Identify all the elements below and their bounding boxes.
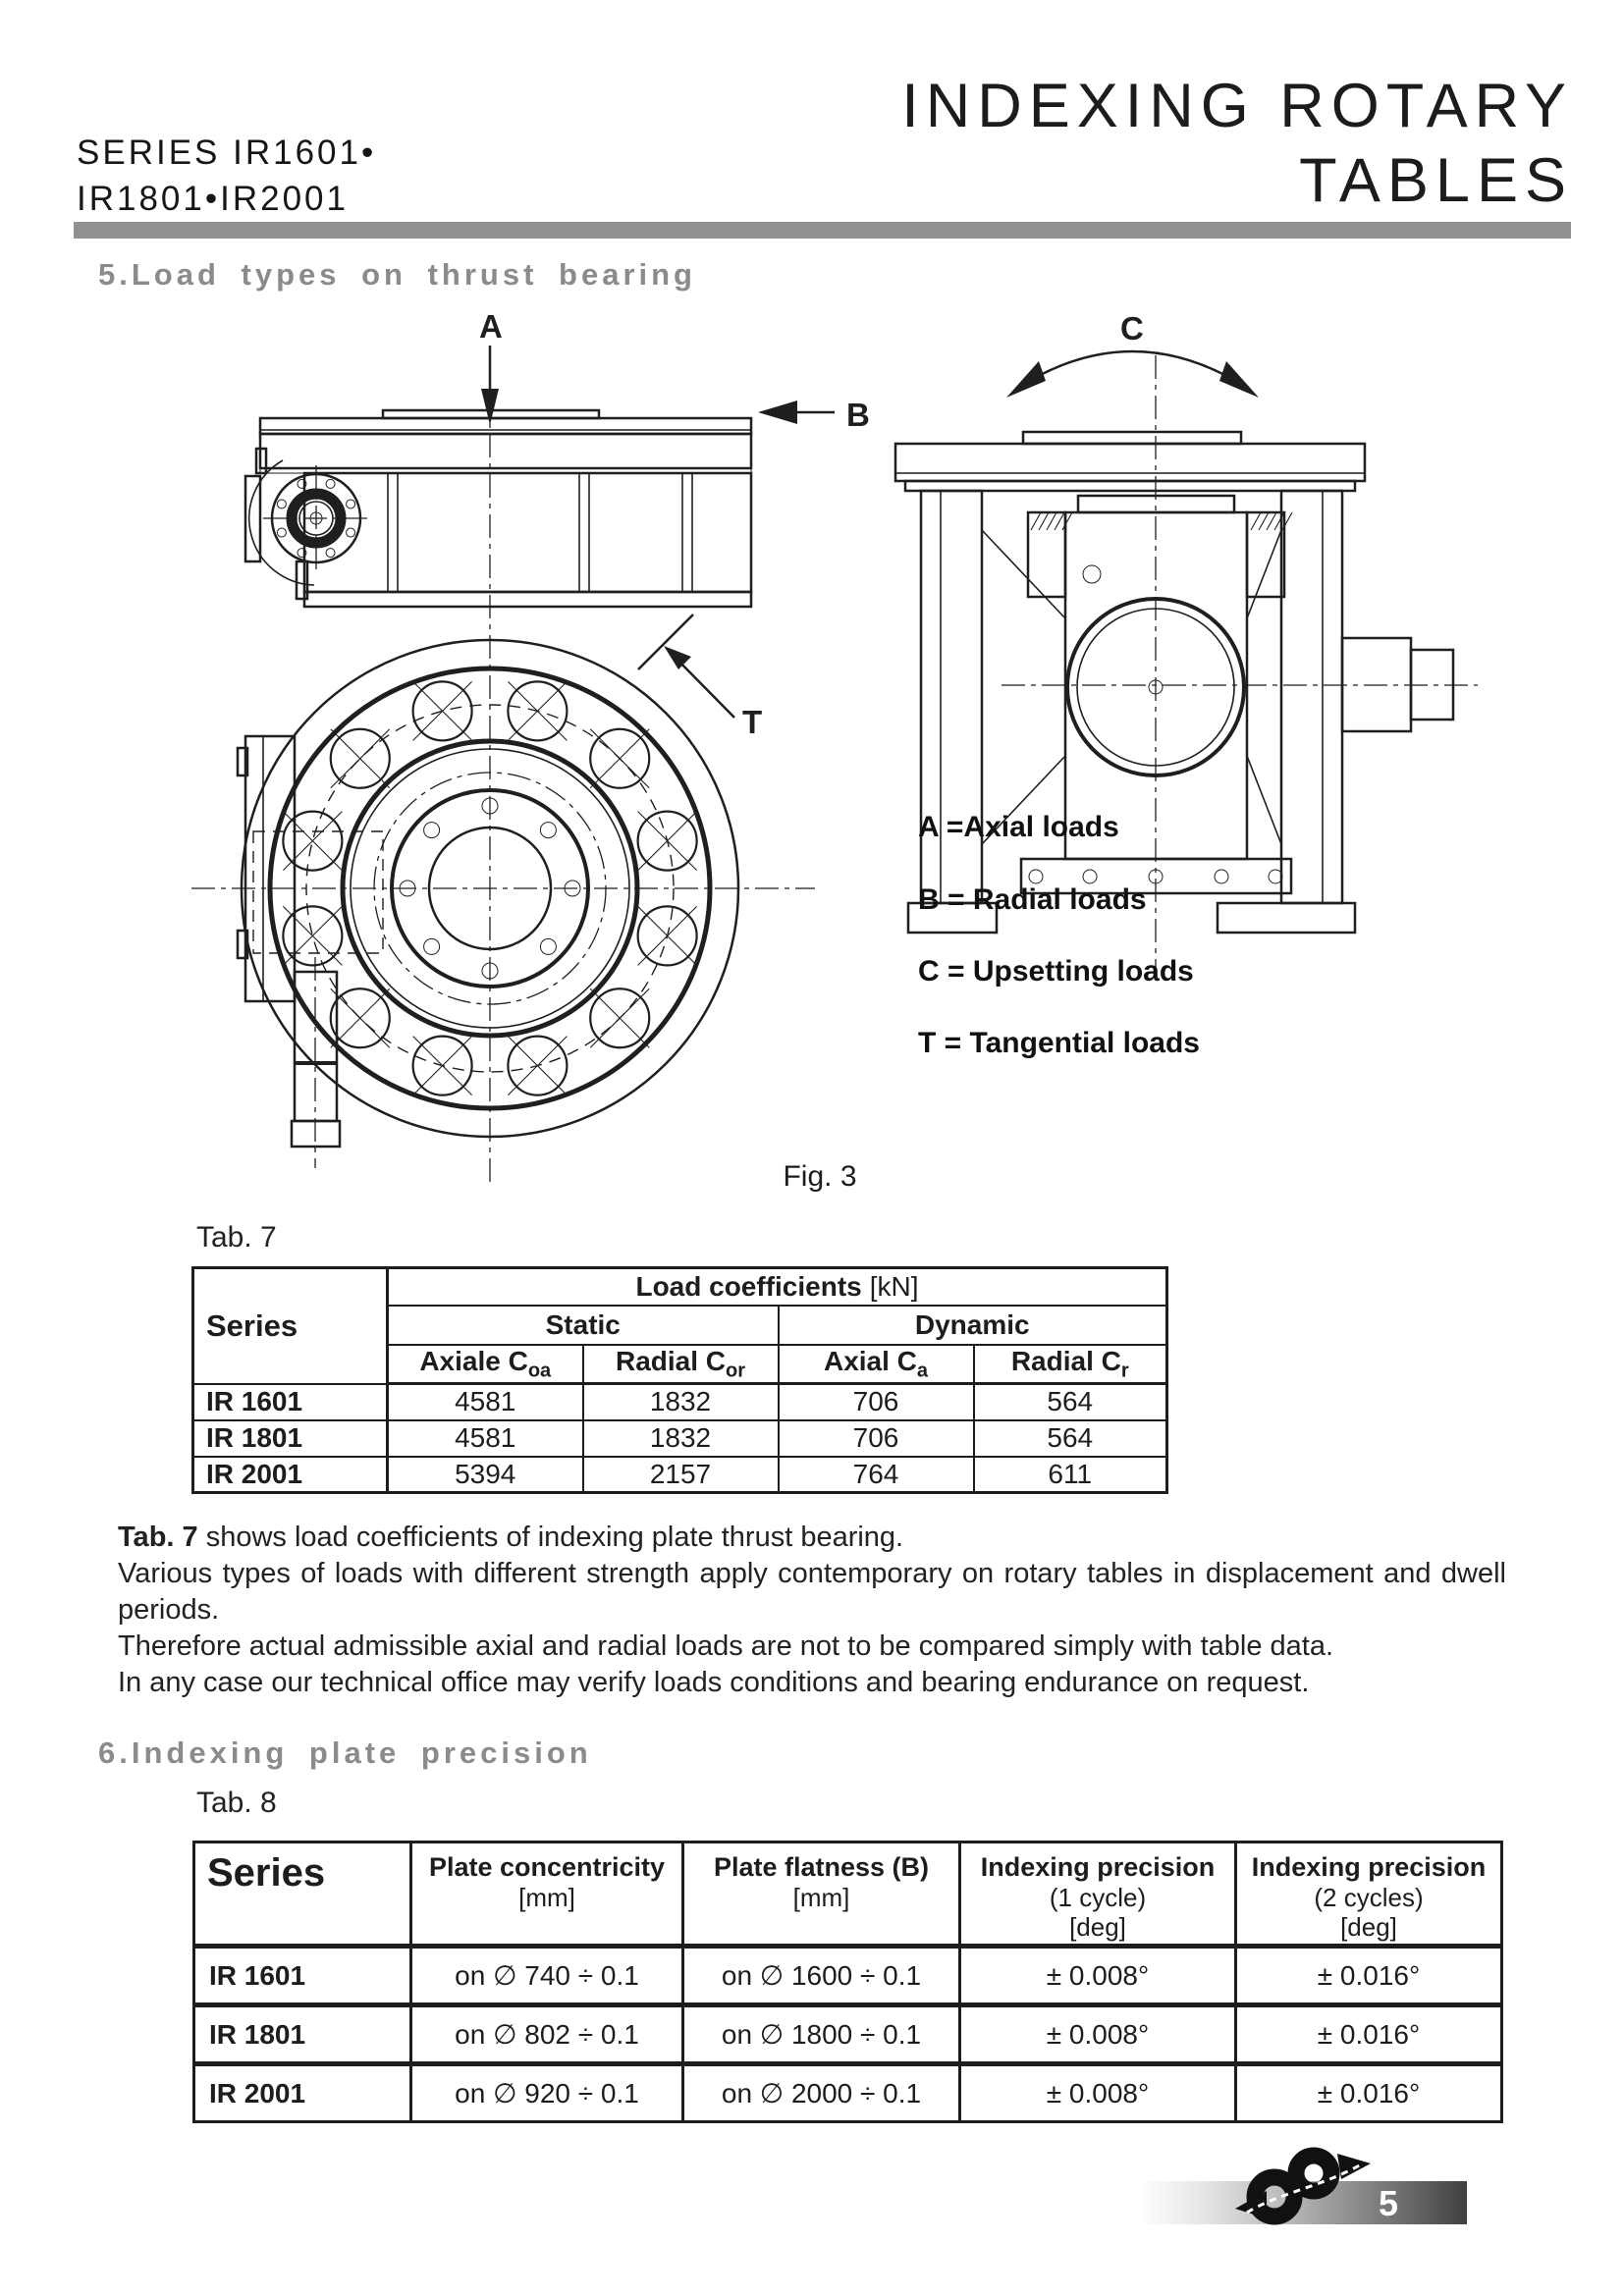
tab7-notes — [118, 1520, 1506, 1701]
tab7-col-axial-static: Axiale $C_{oa}$ — [388, 1345, 583, 1384]
page-title — [901, 69, 1573, 218]
notes-line-2: Various types of loads with different strength apply contemporary on rotary tables in displacement and dwell — [118, 1558, 1506, 1589]
tab8-col-flatness: Plate flatness (B) [mm] — [683, 1842, 960, 1947]
tab7-col-axial-dynamic: Axial $C_a$ — [779, 1345, 974, 1384]
load-coefficients-table — [191, 1266, 1168, 1494]
series-block — [77, 130, 376, 222]
section-5-heading: 5.Load types on thrust bearing — [98, 257, 696, 292]
worm-gear-housing — [249, 460, 369, 585]
legend-tangential-loads: T = Tangential loads — [918, 1027, 1200, 1059]
tab8-series-header: Series — [194, 1842, 411, 1947]
arrow-label-c: C — [1120, 310, 1144, 347]
notes-line-1: Tab. 7 shows load coefficients of indexing plate thrust bearing. — [118, 1522, 904, 1553]
legend-axial-loads: A =Axial loads — [918, 811, 1119, 843]
legend-radial-loads: B = Radial loads — [918, 883, 1147, 916]
section-6-heading: 6.Indexing plate precision — [98, 1735, 592, 1770]
page-number: 5 — [1378, 2183, 1399, 2223]
title-line-1: INDEXING ROTARY — [901, 72, 1573, 140]
tab7-label: Tab. 7 — [196, 1221, 277, 1254]
tab7-static-header: Static — [388, 1306, 779, 1345]
company-logo-icon — [1227, 2136, 1377, 2234]
axial-load-arrow — [479, 308, 503, 425]
tangential-load-arrow — [638, 614, 762, 740]
notes-line-3: periods. — [118, 1594, 220, 1626]
tab7-group-header: Load coefficients [kN] — [388, 1268, 1167, 1306]
tab7-col-radial-dynamic: Radial $C_r$ — [974, 1345, 1167, 1384]
tab8-col-precision-1cycle: Indexing precision (1 cycle) [deg] — [960, 1842, 1236, 1947]
table-row: IR 2001 5394 2157 764 611 — [193, 1457, 1167, 1493]
tab8-col-concentricity: Plate concentricity [mm] — [411, 1842, 683, 1947]
figure-caption: Fig. 3 — [783, 1160, 857, 1193]
legend-upsetting-loads: C = Upsetting loads — [918, 955, 1194, 988]
indexing-precision-table — [192, 1841, 1503, 2123]
front-circular-view — [191, 614, 815, 1168]
right-elevation-view — [895, 310, 1478, 972]
tab8-label: Tab. 8 — [196, 1787, 277, 1819]
radial-load-arrow — [758, 397, 870, 433]
table-row: IR 1801 on ∅ 802 ÷ 0.1 on ∅ 1800 ÷ 0.1 ± 0.008° ± 0.016° — [194, 2005, 1502, 2064]
title-line-2: TABLES — [1299, 146, 1573, 215]
table-row: IR 2001 on ∅ 920 ÷ 0.1 on ∅ 2000 ÷ 0.1 ± 0.008° ± 0.016° — [194, 2064, 1502, 2122]
table-row: IR 1601 on ∅ 740 ÷ 0.1 on ∅ 1600 ÷ 0.1 ± 0.008° ± 0.016° — [194, 1947, 1502, 2005]
tab7-series-header: Series — [193, 1268, 388, 1384]
notes-line-5: In any case our technical office may verify loads conditions and bearing endurance on request. — [118, 1667, 1310, 1698]
arrow-label-t: T — [742, 704, 763, 740]
tab8-col-precision-2cycles: Indexing precision (2 cycles) [deg] — [1236, 1842, 1502, 1947]
table-row: IR 1601 4581 1832 706 564 — [193, 1384, 1167, 1420]
arrow-label-a: A — [479, 308, 503, 345]
arrow-label-b: B — [846, 397, 870, 433]
notes-line-4: Therefore actual admissible axial and radial loads are not to be compared simply with table data. — [118, 1630, 1334, 1662]
header-rule — [74, 222, 1571, 239]
series-line-1: SERIES IR1601• — [77, 133, 377, 172]
tab7-col-radial-static: Radial $C_{or}$ — [583, 1345, 779, 1384]
load-types-drawing — [147, 294, 1483, 1188]
tab7-dynamic-header: Dynamic — [779, 1306, 1167, 1345]
upsetting-load-arrow — [1006, 310, 1259, 398]
series-line-2: IR1801•IR2001 — [77, 180, 349, 218]
table-row: IR 1801 4581 1832 706 564 — [193, 1420, 1167, 1457]
